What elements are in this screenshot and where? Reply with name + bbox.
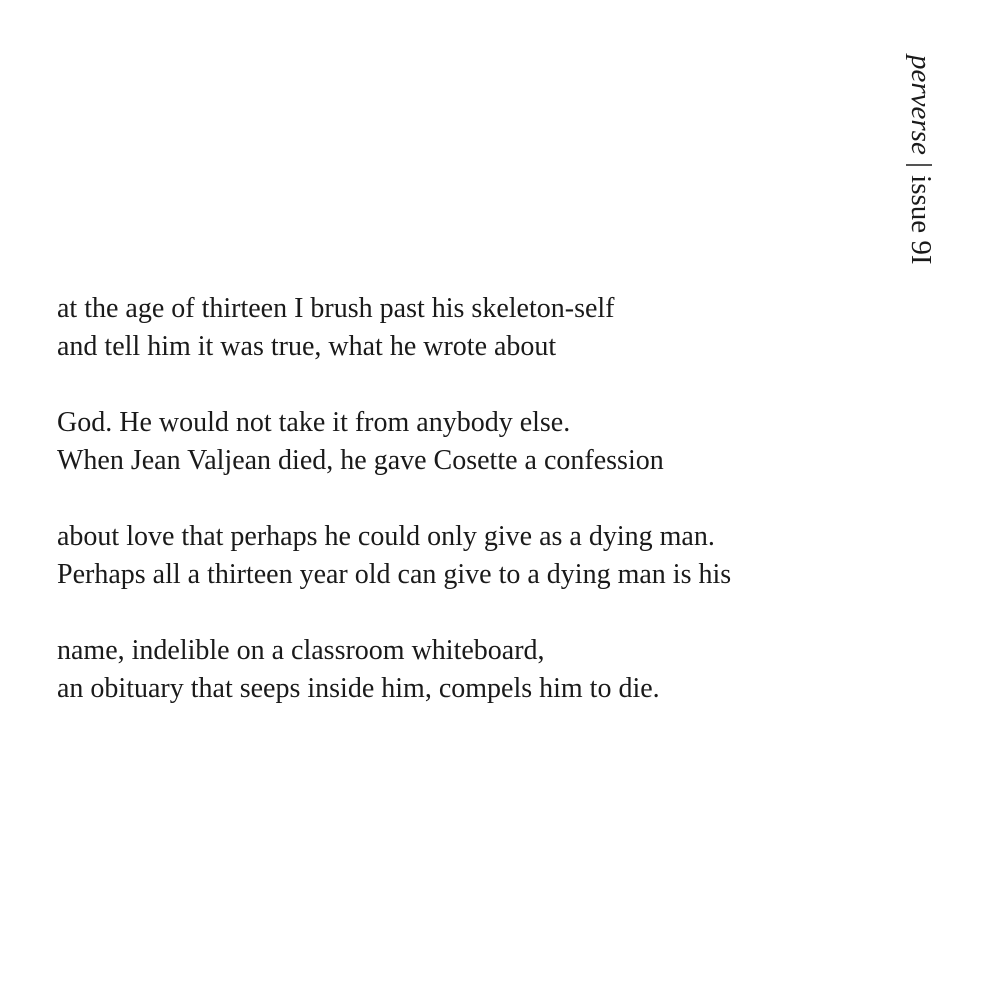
poem-line: an obituary that seeps inside him, compels him to die. <box>57 673 660 704</box>
poem-line: name, indelible on a classroom whiteboard, <box>57 635 545 666</box>
page-header <box>906 55 935 265</box>
stanza <box>57 518 957 594</box>
poem-body <box>57 290 957 746</box>
issue-label: issue 9I <box>905 175 937 265</box>
poem-line: God. He would not take it from anybody else. <box>57 407 571 438</box>
header-separator: | <box>905 154 937 176</box>
stanza <box>57 632 957 708</box>
stanza <box>57 404 957 480</box>
publication-name: perverse <box>905 55 937 155</box>
stanza <box>57 290 957 366</box>
poem-line: and tell him it was true, what he wrote about <box>57 331 557 362</box>
poem-line: Perhaps all a thirteen year old can give to a dying man is his <box>57 559 732 590</box>
poem-line: at the age of thirteen I brush past his skeleton-self <box>57 293 615 324</box>
poem-line: When Jean Valjean died, he gave Cosette a confession <box>57 445 664 476</box>
poem-line: about love that perhaps he could only give as a dying man. <box>57 521 715 552</box>
